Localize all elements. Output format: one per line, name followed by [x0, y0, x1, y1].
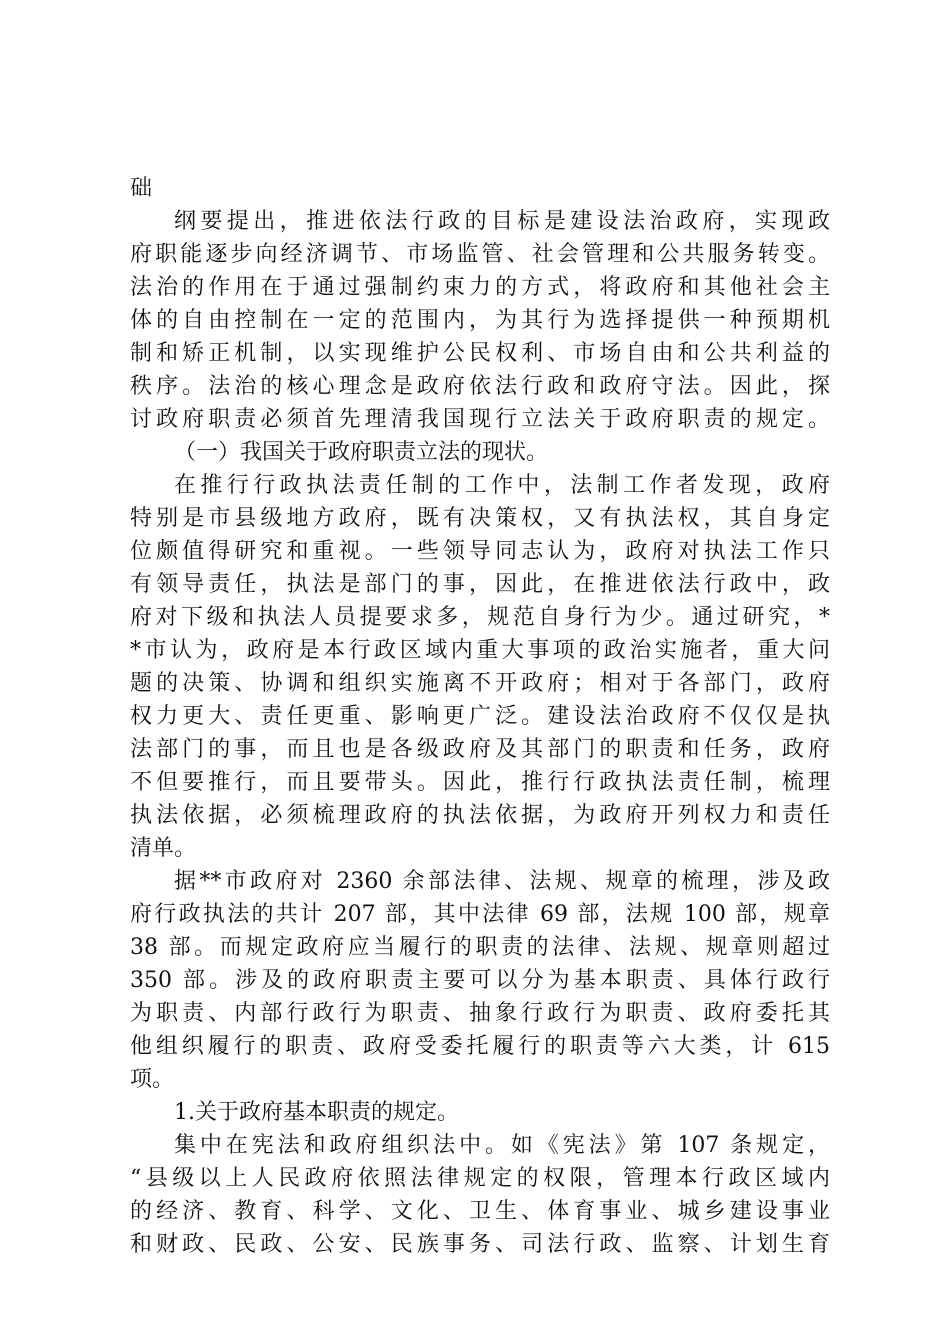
text-line: 府职能逐步向经济调节、市场监管、社会管理和公共服务转变。: [130, 242, 830, 267]
text-line: 清单。: [130, 836, 197, 861]
text-line: 特别是市县级地方政府，既有决策权，又有执法权，其自身定: [130, 506, 830, 531]
text-line: 和财政、民政、公安、民族事务、司法行政、监察、计划生育: [130, 1232, 830, 1257]
text-line: 法治的作用在于通过强制约束力的方式，将政府和其他社会主: [130, 275, 830, 300]
text-line: 为职责、内部行政行为职责、抽象行政行为职责、政府委托其: [130, 1001, 830, 1026]
text-line: 讨政府职责必须首先理清我国现行立法关于政府职责的规定。: [130, 407, 830, 432]
text-line: “县级以上人民政府依照法律规定的权限，管理本行政区域内: [130, 1166, 830, 1191]
text-line: 础: [130, 176, 153, 201]
text-line: 38 部。而规定政府应当履行的职责的法律、法规、规章则超过: [130, 935, 830, 960]
text-line: 执法依据，必须梳理政府的执法依据，为政府开列权力和责任: [130, 803, 830, 828]
paragraph-first-line: 据**市政府对 2360 余部法律、法规、规章的梳理，涉及政: [174, 869, 830, 894]
paragraph-first-line: 集中在宪法和政府组织法中。如《宪法》第 107 条规定，: [174, 1133, 830, 1158]
subsection-heading: 1.关于政府基本职责的规定。: [174, 1100, 459, 1125]
text-line: *市认为，政府是本行政区域内重大事项的政治实施者，重大问: [130, 638, 830, 663]
text-line: 题的决策、协调和组织实施离不开政府；相对于各部门，政府: [130, 671, 830, 696]
text-line: 权力更大、责任更重、影响更广泛。建设法治政府不仅仅是执: [130, 704, 830, 729]
text-line: 的经济、教育、科学、文化、卫生、体育事业、城乡建设事业: [130, 1199, 830, 1224]
text-line: 法部门的事，而且也是各级政府及其部门的职责和任务，政府: [130, 737, 830, 762]
text-line: 府行政执法的共计 207 部，其中法律 69 部，法规 100 部，规章: [130, 902, 830, 927]
text-line: 项。: [130, 1067, 175, 1092]
body-text: [130, 172, 830, 1261]
text-line: 他组织履行的职责、政府受委托履行的职责等六大类，计 615: [130, 1034, 830, 1059]
text-line: 350 部。涉及的政府职责主要可以分为基本职责、具体行政行: [130, 968, 830, 993]
text-line: 制和矫正机制，以实现维护公民权利、市场自由和公共利益的: [130, 341, 830, 366]
text-line: 府对下级和执法人员提要求多，规范自身行为少。通过研究，*: [130, 605, 830, 630]
text-line: 秩序。法治的核心理念是政府依法行政和政府守法。因此，探: [130, 374, 830, 399]
section-heading: （一）我国关于政府职责立法的现状。: [174, 440, 549, 465]
text-line: 位颇值得研究和重视。一些领导同志认为，政府对执法工作只: [130, 539, 830, 564]
paragraph-first-line: 在推行行政执法责任制的工作中，法制工作者发现，政府: [174, 473, 830, 498]
paragraph-first-line: 纲要提出，推进依法行政的目标是建设法治政府，实现政: [174, 209, 830, 234]
text-line: 有领导责任，执法是部门的事，因此，在推进依法行政中，政: [130, 572, 830, 597]
text-line: 体的自由控制在一定的范围内，为其行为选择提供一种预期机: [130, 308, 830, 333]
text-line: 不但要推行，而且要带头。因此，推行行政执法责任制，梳理: [130, 770, 830, 795]
